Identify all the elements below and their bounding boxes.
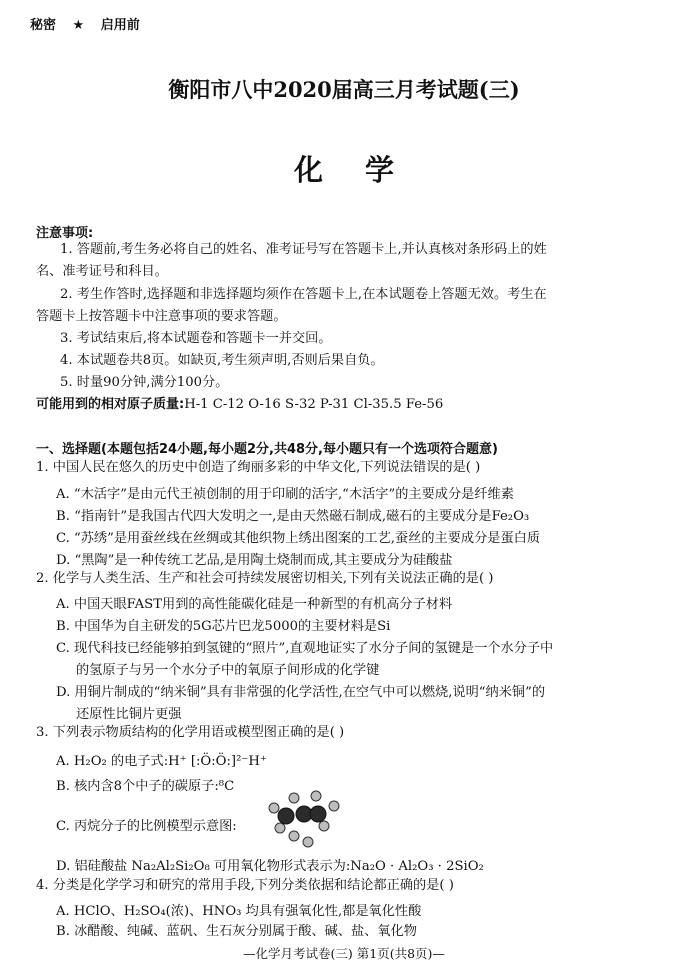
question-option: D. “黑陶”是一种传统工艺品,是用陶土烧制而成,其主要成分为硅酸盐: [56, 553, 453, 568]
question-option: A. 中国天眼FAST用到的高性能碳化硅是一种新型的有机高分子材料: [56, 597, 453, 612]
question-stem: 3. 下列表示物质结构的化学用语或模型图正确的是( ): [36, 725, 345, 740]
notice-item: 5. 时量90分钟,满分100分。: [60, 375, 229, 390]
question-stem: 1. 中国人民在悠久的历史中创造了绚丽多彩的中华文化,下列说法错误的是( ): [36, 460, 481, 475]
question-option: D. 用铜片制成的“纳米铜”具有非常强的化学活性,在空气中可以燃烧,说明“纳米铜”的: [56, 685, 546, 700]
notice-item: 4. 本试题卷共8页。如缺页,考生须声明,否则后果自负。: [60, 353, 384, 368]
exam-title: 衡阳市八中2020届高三月考试题(三): [168, 77, 520, 102]
question-option: B. 冰醋酸、纯碱、蓝矾、生石灰分别属于酸、碱、盐、氧化物: [56, 924, 417, 939]
question-option: B. 核内含8个中子的碳原子:⁸C: [56, 779, 235, 794]
question-option: B. 中国华为自主研发的5G芯片巴龙5000的主要材料是Si: [56, 619, 391, 634]
status-text: 启用前: [100, 18, 140, 33]
section-heading: 一、选择题(本题包括24小题,每小题2分,共48分,每小题只有一个选项符合题意): [36, 442, 498, 457]
propane-model-image: [264, 790, 344, 850]
question-option: B. “指南针”是我国古代四大发明之一,是由天然磁石制成,磁石的主要成分是Fe₂O₃: [56, 509, 530, 524]
subject-title: 化学: [293, 153, 436, 187]
question-option: A. “木活字”是由元代王祯创制的用于印刷的活字,“木活字”的主要成分是纤维素: [56, 487, 514, 502]
notice-item: 名、准考证号和科目。: [36, 264, 168, 279]
notice-heading: 注意事项:: [36, 226, 94, 241]
question-stem: 2. 化学与人类生活、生产和社会可持续发展密切相关,下列有关说法正确的是( ): [36, 571, 494, 586]
question-option: D. 铝硅酸盐 Na₂Al₂Si₂O₈ 可用氧化物形式表示为:Na₂O · Al₂O₃ · 2SiO₂: [56, 859, 484, 874]
notice-item: 2. 考生作答时,选择题和非选择题均须作在答题卡上,在本试题卷上答题无效。考生在: [60, 287, 547, 302]
question-option: C. 现代科技已经能够拍到氢键的“照片”,直观地证实了水分子间的氢键是一个水分子中: [56, 641, 554, 656]
question-option: 还原性比铜片更强: [76, 707, 182, 722]
page-footer: —化学月考试卷(三) 第1页(共8页)—: [243, 946, 445, 961]
question-option: 的氢原子与另一个水分子中的氧原子间形成的化学键: [76, 663, 380, 678]
notice-item: 1. 答题前,考生务必将自己的姓名、准考证号写在答题卡上,并认真核对条形码上的姓: [60, 242, 547, 257]
notice-item: 答题卡上按答题卡中注意事项的要求答题。: [36, 309, 287, 324]
question-stem: 4. 分类是化学学习和研究的常用手段,下列分类依据和结论都正确的是( ): [36, 878, 454, 893]
atomic-mass-values: H-1 C-12 O-16 S-32 P-31 Cl-35.5 Fe-56: [184, 397, 444, 412]
question-option: A. HClO、H₂SO₄(浓)、HNO₃ 均具有强氧化性,都是氧化性酸: [56, 904, 422, 919]
star-icon: ★: [72, 18, 85, 33]
question-option: C. 丙烷分子的比例模型示意图:: [56, 819, 237, 834]
notice-item: 3. 考试结束后,将本试题卷和答题卡一并交回。: [60, 331, 332, 346]
secret-text: 秘密: [30, 18, 57, 33]
atomic-mass-line: [36, 397, 443, 413]
secret-label: [30, 14, 140, 33]
question-option: A. H₂O₂ 的电子式:H⁺ [:Ö:Ö:]²⁻H⁺: [56, 754, 267, 769]
question-option: C. “苏绣”是用蚕丝线在丝绸或其他织物上绣出图案的工艺,蚕丝的主要成分是蛋白质: [56, 531, 541, 546]
atomic-mass-label: 可能用到的相对原子质量:: [36, 397, 185, 412]
